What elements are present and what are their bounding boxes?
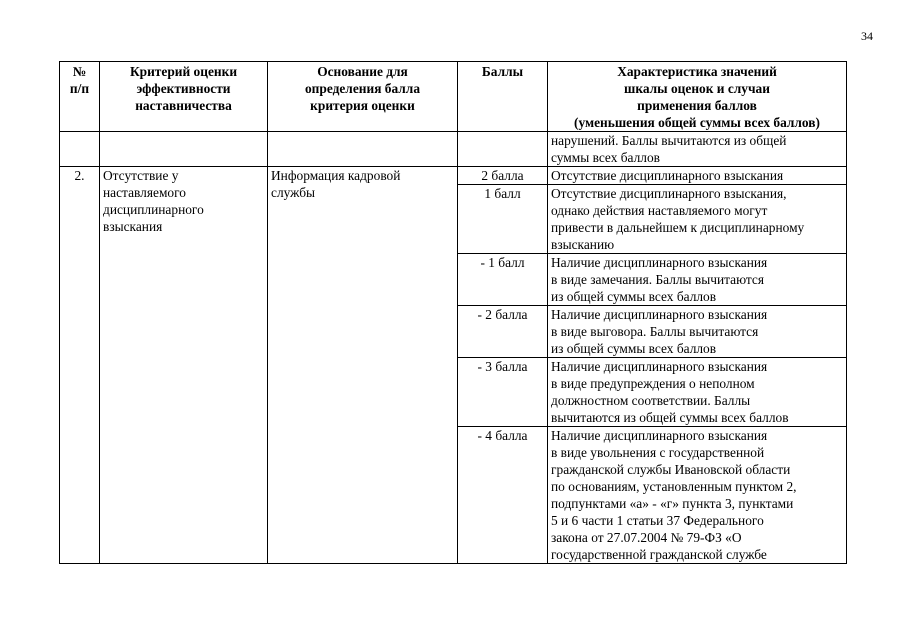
score-cell: 2 балла — [458, 167, 548, 185]
description-cell: Наличие дисциплинарного взыскания в виде увольнения с государственной гражданской службы Ивановской области по основаниям, установленным пунктом 2, подпунктами «а» - «г» пункта 3, пунктами 5 и 6 части 1 статьи 37 Федерального закона от 27.07.2004 № 79-ФЗ «О государственной гражданской службе — [548, 427, 847, 564]
row-criterion: Отсутствие у наставляемого дисциплинарного взыскания — [100, 167, 268, 564]
page-number: 34 — [861, 29, 873, 43]
row-number: 2. — [60, 167, 100, 564]
continuation-row — [60, 132, 847, 167]
description-cell: Отсутствие дисциплинарного взыскания, однако действия наставляемого могут привести в дальнейшем к дисциплинарному взысканию — [548, 185, 847, 254]
header-criterion: Критерий оценки эффективности наставничества — [100, 62, 268, 132]
criteria-table — [59, 61, 847, 564]
continuation-number-cell — [60, 132, 100, 167]
header-score: Баллы — [458, 62, 548, 132]
description-cell: Наличие дисциплинарного взыскания в виде предупреждения о неполном должностном соответствии. Баллы вычитаются из общей суммы всех баллов — [548, 358, 847, 427]
continuation-score-cell — [458, 132, 548, 167]
score-cell: - 4 балла — [458, 427, 548, 564]
header-number: № п/п — [60, 62, 100, 132]
continuation-description: нарушений. Баллы вычитаются из общей суммы всех баллов — [548, 132, 847, 167]
description-cell: Наличие дисциплинарного взыскания в виде выговора. Баллы вычитаются из общей суммы всех баллов — [548, 306, 847, 358]
description-cell: Отсутствие дисциплинарного взыскания — [548, 167, 847, 185]
continuation-basis-cell — [268, 132, 458, 167]
score-cell: - 3 балла — [458, 358, 548, 427]
table-row — [60, 167, 847, 185]
score-cell: - 2 балла — [458, 306, 548, 358]
table-header-row — [60, 62, 847, 132]
continuation-criterion-cell — [100, 132, 268, 167]
description-cell: Наличие дисциплинарного взыскания в виде замечания. Баллы вычитаются из общей суммы всех баллов — [548, 254, 847, 306]
header-description: Характеристика значений шкалы оценок и случаи применения баллов (уменьшения общей суммы всех баллов) — [548, 62, 847, 132]
header-basis: Основание для определения балла критерия оценки — [268, 62, 458, 132]
score-cell: 1 балл — [458, 185, 548, 254]
score-cell: - 1 балл — [458, 254, 548, 306]
row-basis: Информация кадровой службы — [268, 167, 458, 564]
